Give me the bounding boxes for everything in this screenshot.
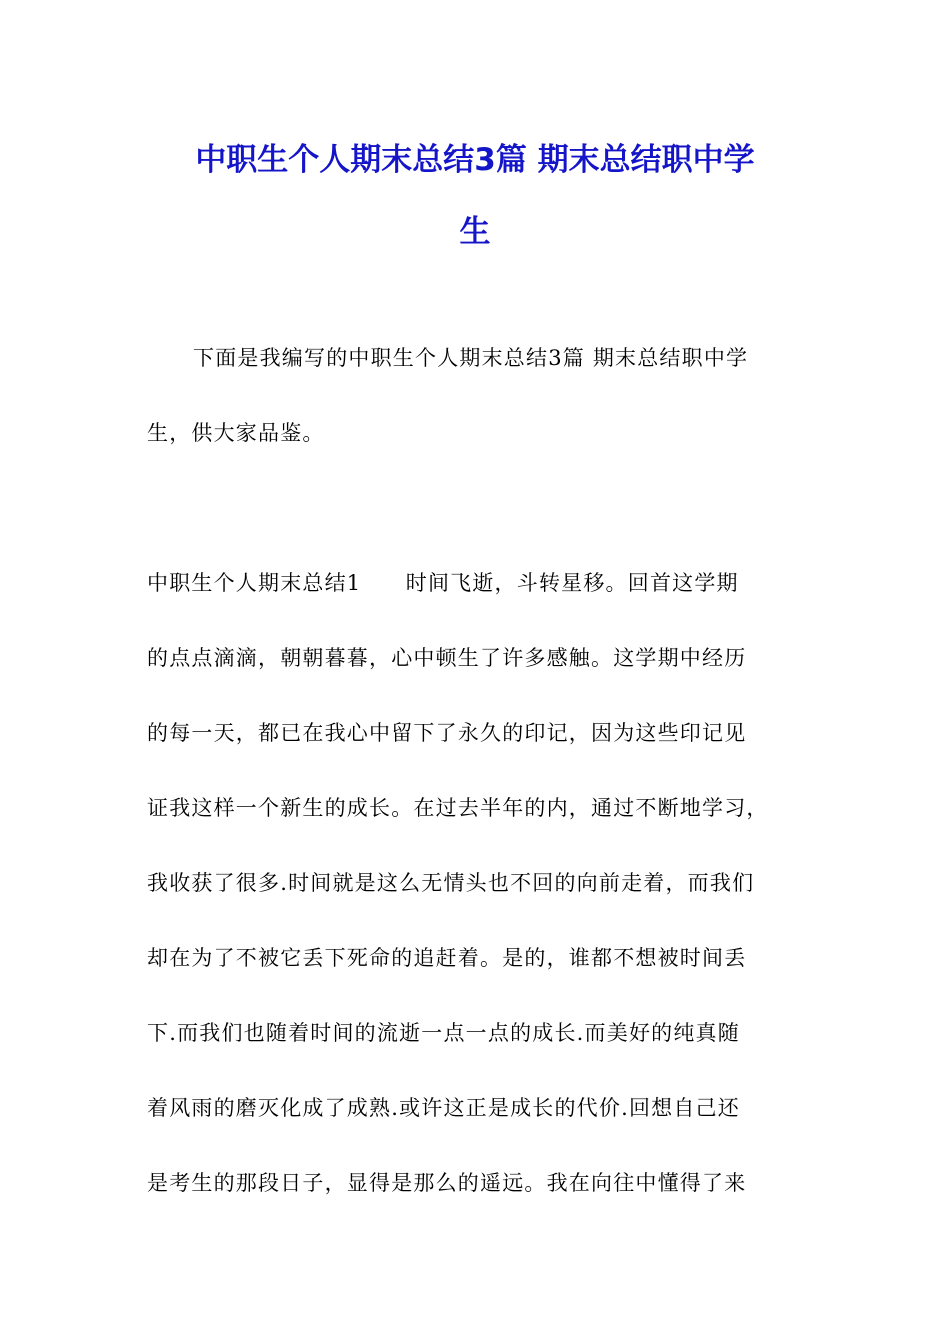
section1-line-2: 的点点滴滴，朝朝暮暮，心中顿生了许多感触。这学期中经历 — [147, 646, 747, 670]
section1-line-4: 证我这样一个新生的成长。在过去半年的内，通过不断地学习， — [147, 796, 769, 820]
section1-line-5: 我收获了很多.时间就是这么无情头也不回的向前走着，而我们 — [147, 871, 755, 895]
section1-line-6: 却在为了不被它丢下死命的追赶着。是的，谁都不想被时间丢 — [147, 946, 747, 970]
section1-line-3: 的每一天，都已在我心中留下了永久的印记，因为这些印记见 — [147, 721, 747, 745]
document-title-line-1: 中职生个人期末总结3篇 期末总结职中学 — [195, 142, 755, 178]
section1-line-7: 下.而我们也随着时间的流逝一点一点的成长.而美好的纯真随 — [147, 1021, 740, 1045]
section1-line-9: 是考生的那段日子，显得是那么的遥远。我在向往中懂得了来 — [147, 1171, 747, 1195]
document-title-line-2: 生 — [459, 214, 491, 250]
intro-line-1: 下面是我编写的中职生个人期末总结3篇 期末总结职中学 — [193, 346, 749, 370]
intro-line-2: 生，供大家品鉴。 — [147, 421, 325, 445]
section1-line-1: 中职生个人期末总结1 时间飞逝，斗转星移。回首这学期 — [147, 571, 739, 595]
section1-line-8: 着风雨的磨灭化成了成熟.或许这正是成长的代价.回想自己还 — [147, 1096, 740, 1120]
